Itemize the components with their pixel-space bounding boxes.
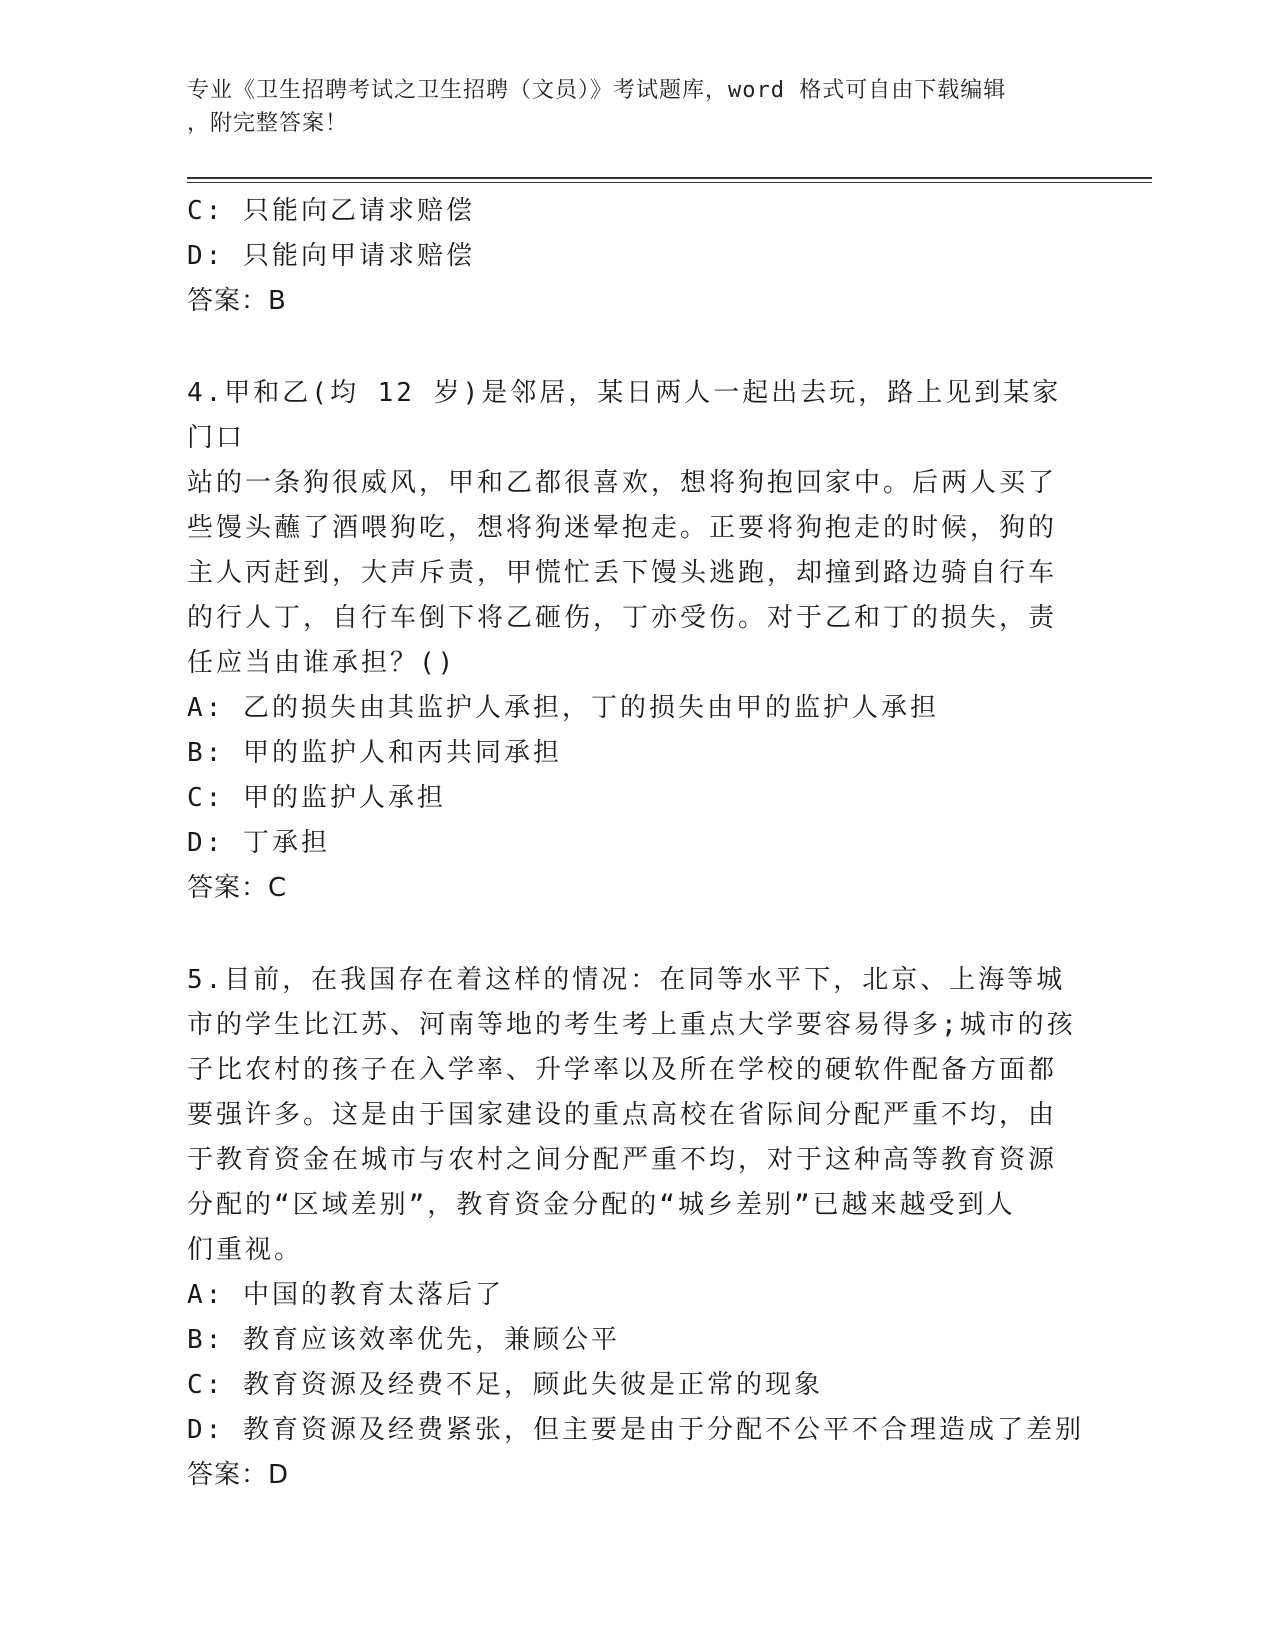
document-body xyxy=(187,189,1087,1498)
q4-stem-line: 任应当由谁承担？() xyxy=(187,648,457,678)
question-4 xyxy=(187,371,1087,911)
q5-option-d: D: 教育资源及经费紧张，但主要是由于分配不公平不合理造成了差别 xyxy=(187,1415,1084,1445)
q5-stem-line: 分配的“区域差别”，教育资金分配的“城乡差别”已越来越受到人 xyxy=(187,1190,1016,1220)
spacer xyxy=(187,911,1087,958)
header-line-2: ，附完整答案！ xyxy=(187,111,349,136)
q3-option-d: D: 只能向甲请求赔偿 xyxy=(187,241,475,271)
q4-stem-line: 的行人丁，自行车倒下将乙砸伤，丁亦受伤。对于乙和丁的损失，责 xyxy=(187,603,1058,633)
question-3-tail xyxy=(187,189,1087,324)
question-5 xyxy=(187,958,1087,1498)
q5-stem-line: 市的学生比江苏、河南等地的考生考上重点大学要容易得多;城市的孩 xyxy=(187,1010,1076,1040)
q5-option-c: C: 教育资源及经费不足，顾此失彼是正常的现象 xyxy=(187,1370,823,1400)
q4-answer: 答案：C xyxy=(187,873,288,903)
q5-option-a: A: 中国的教育太落后了 xyxy=(187,1280,504,1310)
q3-option-c: C: 只能向乙请求赔偿 xyxy=(187,196,475,226)
header-divider xyxy=(187,177,1152,183)
header-line-1: 专业《卫生招聘考试之卫生招聘（文员）》考试题库，word 格式可自由下载编辑 xyxy=(187,78,1007,103)
q5-stem-line: 子比农村的孩子在入学率、升学率以及所在学校的硬软件配备方面都 xyxy=(187,1055,1058,1085)
q4-option-c: C: 甲的监护人承担 xyxy=(187,783,446,813)
q5-answer: 答案：D xyxy=(187,1460,290,1490)
q4-option-a: A: 乙的损失由其监护人承担，丁的损失由甲的监护人承担 xyxy=(187,693,939,723)
q4-option-b: B: 甲的监护人和丙共同承担 xyxy=(187,738,562,768)
q4-stem-line: 4.甲和乙(均 12 岁)是邻居，某日两人一起出去玩，路上见到某家门口 xyxy=(187,378,1062,453)
q5-option-b: B: 教育应该效率优先，兼顾公平 xyxy=(187,1325,620,1355)
q4-option-d: D: 丁承担 xyxy=(187,828,330,858)
q5-stem-line: 要强许多。这是由于国家建设的重点高校在省际间分配严重不均，由 xyxy=(187,1100,1058,1130)
q5-stem-line: 们重视。 xyxy=(187,1235,304,1265)
q4-stem-line: 站的一条狗很威风，甲和乙都很喜欢，想将狗抱回家中。后两人买了 xyxy=(187,468,1058,498)
q4-stem-line: 主人丙赶到，大声斥责，甲慌忙丢下馒头逃跑，却撞到路边骑自行车 xyxy=(187,558,1058,588)
q3-answer: 答案：B xyxy=(187,286,287,316)
q4-stem-line: 些馒头蘸了酒喂狗吃，想将狗迷晕抱走。正要将狗抱走的时候，狗的 xyxy=(187,513,1058,543)
page-header xyxy=(187,74,1067,140)
spacer xyxy=(187,324,1087,371)
q5-stem-line: 于教育资金在城市与农村之间分配严重不均，对于这种高等教育资源 xyxy=(187,1145,1058,1175)
q5-stem-line: 5.目前，在我国存在着这样的情况：在同等水平下，北京、上海等城 xyxy=(187,965,1066,995)
